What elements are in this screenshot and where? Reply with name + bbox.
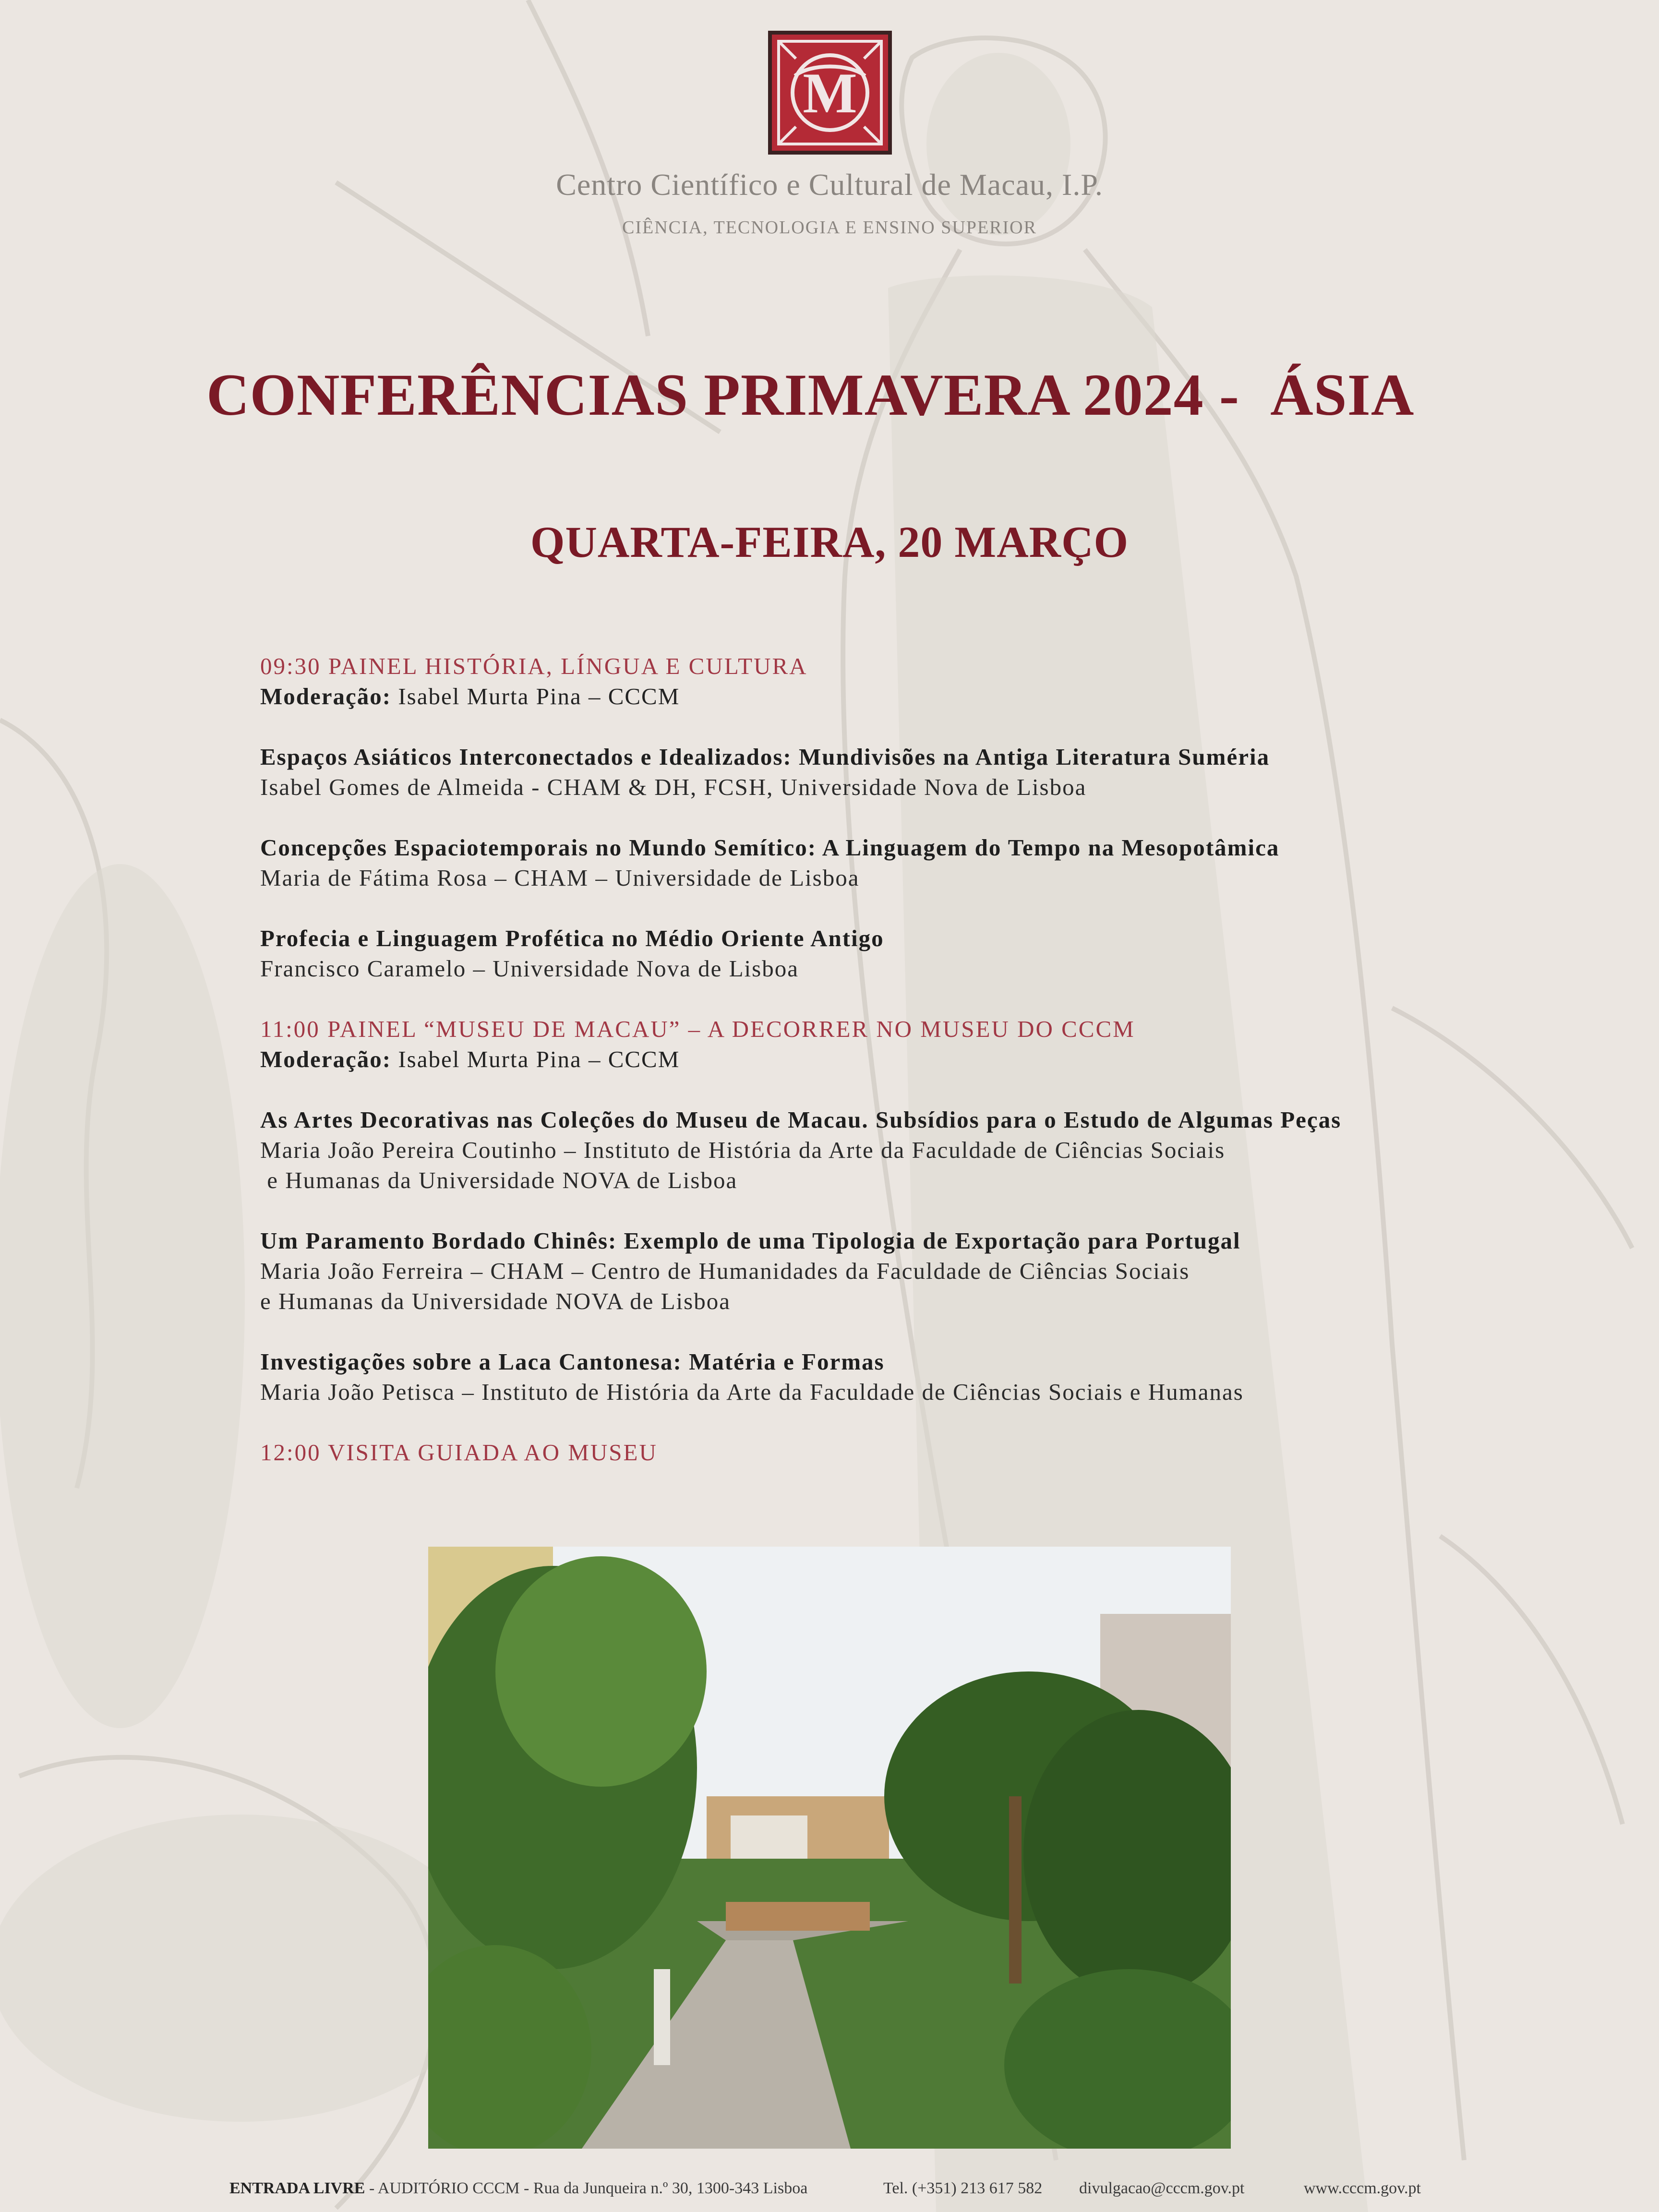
panel-heading: 11:00 PAINEL “MUSEU DE MACAU” – A DECORRER NO MUSEU DO CCCM: [260, 1016, 1135, 1042]
moderation-label: Moderação:: [260, 1046, 392, 1072]
event-day: QUARTA-FEIRA, 20 MARÇO: [530, 517, 1129, 566]
talk-speaker: e Humanas da Universidade NOVA de Lisboa: [260, 1288, 731, 1314]
talk-title: Investigações sobre a Laca Cantonesa: Matéria e Formas: [260, 1348, 885, 1375]
talk-title: Espaços Asiáticos Interconectados e Idealizados: Mundivisões na Antiga Literatura Suméria: [260, 744, 1270, 770]
talk-speaker: Maria João Ferreira – CHAM – Centro de Humanidades da Faculdade de Ciências Sociais: [260, 1258, 1190, 1284]
museum-garden-photo: [428, 1547, 1231, 2149]
program: [260, 651, 1499, 1467]
panel-heading: 09:30 PAINEL HISTÓRIA, LÍNGUA E CULTURA: [260, 653, 808, 679]
footer: [0, 2179, 1659, 2203]
org-name: Centro Científico e Cultural de Macau, I.P.: [556, 168, 1103, 202]
visit-heading: 12:00 VISITA GUIADA AO MUSEU: [260, 1439, 658, 1466]
footer-phone[interactable]: Tel. (+351) 213 617 582: [883, 2179, 1043, 2197]
footer-email[interactable]: divulgacao@cccm.gov.pt: [1079, 2179, 1245, 2197]
talk-speaker: Francisco Caramelo – Universidade Nova de Lisboa: [260, 955, 799, 982]
footer-venue: [229, 2179, 807, 2198]
event-title: CONFERÊNCIAS PRIMAVERA 2024 - ÁSIA: [206, 362, 1415, 428]
talk-title: Um Paramento Bordado Chinês: Exemplo de uma Tipologia de Exportação para Portugal: [260, 1227, 1241, 1254]
moderation-label: Moderação:: [260, 683, 392, 709]
org-subtitle: CIÊNCIA, TECNOLOGIA E ENSINO SUPERIOR: [622, 217, 1037, 238]
cccm-logo: [767, 30, 893, 156]
talk-speaker: Isabel Gomes de Almeida - CHAM & DH, FCSH, Universidade Nova de Lisboa: [260, 774, 1087, 800]
entry-label: ENTRADA LIVRE: [229, 2179, 365, 2197]
talk-speaker: Maria João Pereira Coutinho – Instituto de História da Arte da Faculdade de Ciências Sociais: [260, 1137, 1226, 1163]
moderation-value: Isabel Murta Pina – CCCM: [391, 1046, 680, 1072]
talk-title: Profecia e Linguagem Profética no Médio Oriente Antigo: [260, 925, 884, 951]
talk-speaker: Maria de Fátima Rosa – CHAM – Universidade de Lisboa: [260, 865, 860, 891]
footer-website[interactable]: www.cccm.gov.pt: [1304, 2179, 1421, 2197]
moderation: [260, 681, 1499, 711]
logo-letter: M: [803, 61, 857, 125]
talk-title: As Artes Decorativas nas Coleções do Museu de Macau. Subsídios para o Estudo de Algumas Peças: [260, 1106, 1342, 1133]
talk-title: Concepções Espaciotemporais no Mundo Semítico: A Linguagem do Tempo na Mesopotâmica: [260, 834, 1280, 861]
talk-speaker: Maria João Petisca – Instituto de História da Arte da Faculdade de Ciências Sociais e Humanas: [260, 1379, 1244, 1405]
moderation: [260, 1044, 1499, 1074]
venue-text: - AUDITÓRIO CCCM - Rua da Junqueira n.º 30, 1300-343 Lisboa: [365, 2179, 808, 2197]
talk-speaker: e Humanas da Universidade NOVA de Lisboa: [260, 1167, 738, 1193]
moderation-value: Isabel Murta Pina – CCCM: [391, 683, 680, 709]
